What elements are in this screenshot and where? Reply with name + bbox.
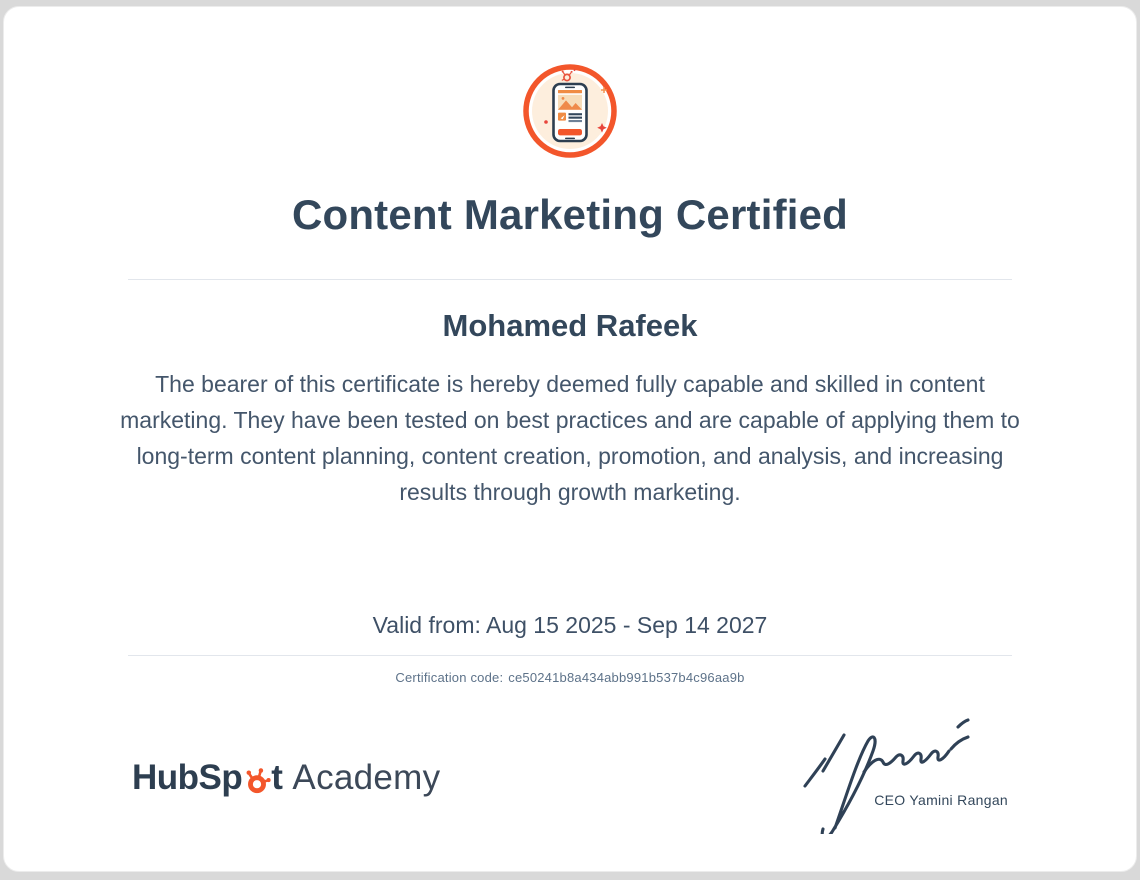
certificate-footer: [4, 710, 1136, 834]
dot-sparkle-icon: [544, 120, 548, 124]
certification-code: [395, 669, 744, 686]
hubspot-academy-logo: [132, 758, 440, 798]
signature-label: CEO Yamini Rangan: [874, 792, 1008, 808]
brand-secondary: Academy: [292, 758, 441, 797]
recipient-name: Mohamed Rafeek: [442, 308, 698, 343]
signature-scribble-icon: [798, 710, 1010, 834]
bottom-divider: [128, 655, 1012, 656]
hubspot-sprocket-icon: [243, 763, 271, 797]
certification-code-label: Certification code:: [395, 670, 504, 685]
content-marketing-phone-badge-icon: [522, 63, 618, 159]
validity-range: Valid from: Aug 15 2025 - Sep 14 2027: [372, 612, 768, 638]
certificate-badge-icon: [522, 63, 618, 159]
phone-illustration-icon: [554, 84, 587, 141]
ceo-signature: [798, 710, 1010, 834]
brand-suffix: t: [271, 758, 283, 797]
certificate-title: Content Marketing Certified: [291, 191, 849, 238]
top-divider: [128, 279, 1012, 280]
certification-code-value: ce50241b8a434abb991b537b4c96aa9b: [508, 670, 745, 685]
brand-prefix: HubSp: [132, 758, 243, 797]
certificate-card: [3, 6, 1137, 872]
certificate-description: The bearer of this certificate is hereby deemed fully capable and skilled in content marketing. They have been tested on best practices and are capable of applying them to long-term content planning, content creation, promotion, and analysis, and increasing results through growth marketing.: [120, 371, 1020, 505]
